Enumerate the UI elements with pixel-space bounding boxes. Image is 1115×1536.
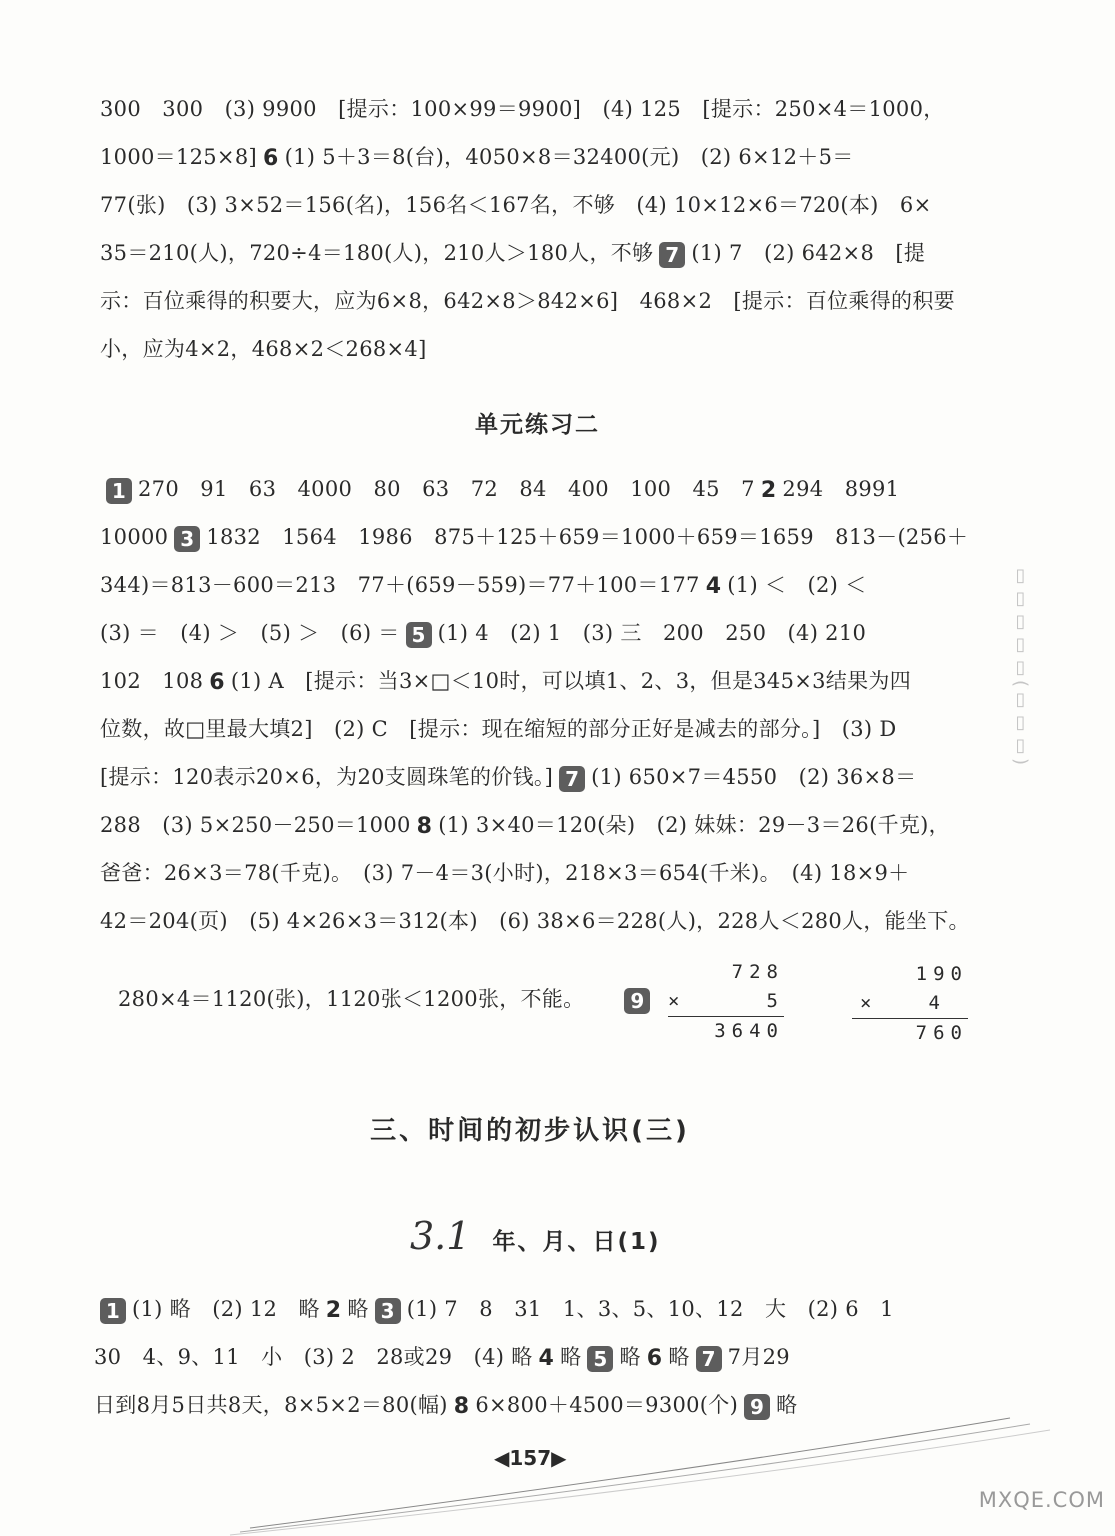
multiplier: 5 <box>766 990 784 1012</box>
question-number: 6 <box>646 1345 663 1371</box>
text-line: 1000＝125×8] 6 (1) 5＋3＝8(台)，4050×8＝32400(元) (2) 6×12＋5＝ <box>100 142 854 174</box>
question-badge: 5 <box>587 1346 613 1372</box>
text-line: (3) ＝ (4) ＞ (5) ＞ (6) ＝ 5 (1) 4 (2) 1 (3) 三 200 250 (4) 210 <box>100 621 867 647</box>
chapter-heading: 三、时间的初步认识(三) <box>370 1116 690 1146</box>
question-badge: 1 <box>106 478 132 504</box>
text-line: 280×4＝1120(张)，1120张＜1200张，不能。 9 <box>118 984 656 1014</box>
times-sign: × <box>860 992 878 1014</box>
question-badge: 9 <box>744 1394 770 1420</box>
text-line: 小，应为4×2，468×2＜268×4] <box>100 337 427 361</box>
question-badge: 3 <box>375 1298 401 1324</box>
question-number: 2 <box>760 477 777 503</box>
text-line: 344)＝813－600＝213 77＋(659－559)＝77＋100＝177 4 (1) ＜ (2) ＜ <box>100 570 866 602</box>
question-number: 6 <box>262 145 279 171</box>
section-name: 年、月、日(1) <box>492 1229 661 1255</box>
question-number: 8 <box>453 1393 470 1419</box>
text-line: 300 300 (3) 9900 [提示：100×99＝9900] (4) 125 [提示：250×4＝1000， <box>100 97 945 121</box>
text-line: 10000 3 1832 1564 1986 875＋125＋659＝1000＋659＝1659 813－(256＋ <box>100 525 969 551</box>
multiplier: 4 <box>928 992 946 1014</box>
question-number: 8 <box>416 813 433 839</box>
text-line: 示：百位乘得的积要大，应为6×8，642×8＞842×6] 468×2 [提示：百位乘得的积要 <box>100 289 955 313</box>
multiplier-row <box>668 987 784 1016</box>
multiplicand: 190 <box>915 963 968 985</box>
text-line: 77(张) (3) 3×52＝156(名)，156名＜167名，不够 (4) 10×12×6＝720(本) 6× <box>100 193 932 217</box>
product: 3640 <box>668 1016 784 1046</box>
product: 760 <box>852 1018 968 1048</box>
vertical-multiplication <box>852 960 968 1048</box>
section-heading: 单元练习二 <box>475 412 600 438</box>
text-line: 35＝210(人)，720÷4＝180(人)，210人＞180人，不够 7 (1) 7 (2) 642×8 [提 <box>100 241 926 267</box>
text-line: 爸爸：26×3＝78(千克)。 (3) 7－4＝3(小时)，218×3＝654(千米)。 (4) 18×9＋ <box>100 861 910 885</box>
text-line: 位数，故□里最大填2] (2) C [提示：现在缩短的部分正好是减去的部分。] (3) D <box>100 717 897 741</box>
page-number: ◀157▶ <box>494 1446 567 1470</box>
question-number: 4 <box>705 573 722 599</box>
text-line: [提示：120表示20×6，为20支圆珠笔的价钱。] 7 (1) 650×7＝4550 (2) 36×8＝ <box>100 765 917 791</box>
multiplier-row <box>852 989 968 1018</box>
section-number: 3.1 <box>410 1214 471 1258</box>
question-badge: 7 <box>659 242 685 268</box>
question-badge: 1 <box>100 1298 126 1324</box>
vertical-multiplication <box>668 958 784 1046</box>
multiplicand: 728 <box>731 961 784 983</box>
text-line: 102 108 6 (1) A [提示：当3×□＜10时，可以填1、2、3，但是345×3结果为四 <box>100 666 911 698</box>
question-number: 2 <box>325 1297 342 1323</box>
text-line: 1 (1) 略 (2) 12 略 2 略 3 (1) 7 8 31 1、3、5、10、12 大 (2) 6 1 <box>94 1294 894 1326</box>
question-badge: 7 <box>559 766 585 792</box>
text-line: 42＝204(页) (5) 4×26×3＝312(本) (6) 38×6＝228(人)，228人＜280人，能坐下。 <box>100 909 970 933</box>
text-line: 1 270 91 63 4000 80 63 72 84 400 100 45 7 2 294 8991 <box>100 474 899 506</box>
text-line: 30 4、9、11 小 (3) 2 28或29 (4) 略 4 略 5 略 6 略 7 7月29 <box>94 1342 790 1374</box>
question-badge: 5 <box>406 622 432 648</box>
section-title <box>410 1214 660 1258</box>
question-badge: 7 <box>696 1346 722 1372</box>
question-number: 6 <box>209 669 225 695</box>
text-line: 288 (3) 5×250－250＝1000 8 (1) 3×40＝120(朵) (2) 妹妹：29－3＝26(千克)， <box>100 810 950 842</box>
times-sign: × <box>668 990 686 1012</box>
text-line: 日到8月5日共8天，8×5×2＝80(幅) 8 6×800＋4500＝9300(个) 9 略 <box>94 1390 797 1422</box>
question-number: 4 <box>538 1345 555 1371</box>
question-badge: 3 <box>174 526 200 552</box>
watermark: MXQE.COM <box>978 1488 1105 1512</box>
side-margin-text: ▯▯▯▯▯(▯▯▯) <box>1010 565 1031 768</box>
question-badge: 9 <box>624 988 650 1014</box>
